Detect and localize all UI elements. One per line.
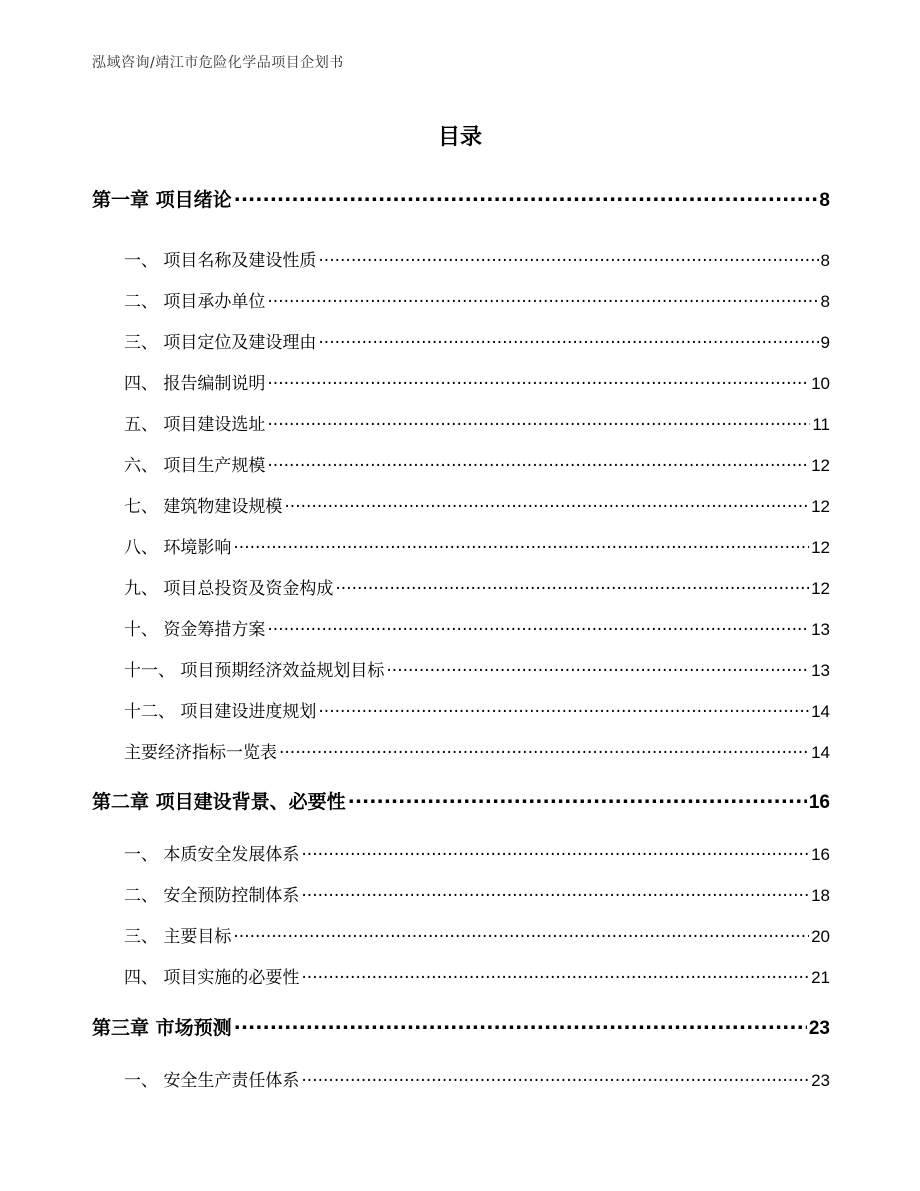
toc-entry-label: 二、 项目承办单位 xyxy=(124,292,266,312)
toc-dot-leader xyxy=(234,1015,807,1034)
toc-page-number: 11 xyxy=(812,415,830,434)
toc-dot-leader xyxy=(301,884,809,901)
toc-dot-leader xyxy=(233,925,809,942)
toc-section-entry[interactable] xyxy=(124,369,830,394)
toc-dot-leader xyxy=(318,249,818,266)
toc-entry-label: 四、 项目实施的必要性 xyxy=(124,968,300,988)
toc-section-entry[interactable] xyxy=(124,451,830,476)
toc-dot-leader xyxy=(301,966,809,983)
toc-entry-label: 十一、 项目预期经济效益规划目标 xyxy=(124,661,385,681)
toc-page-number: 23 xyxy=(808,1018,830,1039)
toc-section-entry[interactable] xyxy=(124,922,830,947)
toc-section-entry[interactable] xyxy=(124,246,830,271)
toc-section-entry[interactable] xyxy=(124,656,830,681)
toc-section-entry[interactable] xyxy=(124,410,830,435)
toc-page-number: 12 xyxy=(811,497,830,516)
toc-entry-label: 三、 主要目标 xyxy=(124,927,232,947)
toc-page-number: 10 xyxy=(811,374,830,393)
toc-dot-leader xyxy=(386,659,809,676)
toc-dot-leader xyxy=(301,1069,809,1086)
toc-entry-label: 一、 本质安全发展体系 xyxy=(124,845,300,865)
toc-page-number: 16 xyxy=(811,845,830,864)
toc-section-entry[interactable] xyxy=(124,533,830,558)
toc-page-number: 13 xyxy=(811,620,830,639)
toc-page-number: 23 xyxy=(811,1071,830,1090)
toc-section-entry[interactable] xyxy=(124,574,830,599)
toc-section-entry[interactable] xyxy=(124,328,830,353)
toc-entry-label: 八、 环境影响 xyxy=(124,538,232,558)
toc-section-entry[interactable] xyxy=(124,287,830,312)
toc-dot-leader xyxy=(335,577,809,594)
toc-entry-label: 二、 安全预防控制体系 xyxy=(124,886,300,906)
toc-section-entry[interactable] xyxy=(124,963,830,988)
toc-chapter-entry[interactable] xyxy=(92,1013,830,1040)
toc-dot-leader xyxy=(267,618,809,635)
toc-entry-label: 十二、 项目建设进度规划 xyxy=(124,702,317,722)
toc-page-number: 12 xyxy=(811,456,830,475)
toc-dot-leader xyxy=(234,187,818,206)
toc-entry-label: 三、 项目定位及建设理由 xyxy=(124,333,317,353)
toc-section-entry[interactable] xyxy=(124,697,830,722)
toc-page-number: 18 xyxy=(811,886,830,905)
toc-chapter-entry[interactable] xyxy=(92,185,830,212)
toc-page-number: 16 xyxy=(808,792,830,813)
toc-page-number: 12 xyxy=(811,538,830,557)
toc-dot-leader xyxy=(267,290,818,307)
toc-entry-label: 五、 项目建设选址 xyxy=(124,415,266,435)
toc-section-entry[interactable] xyxy=(124,1066,830,1091)
toc-section-entry[interactable] xyxy=(124,738,830,763)
toc-section-entry[interactable] xyxy=(124,492,830,517)
toc-entry-label: 一、 项目名称及建设性质 xyxy=(124,251,317,271)
toc-chapter-entry[interactable] xyxy=(92,787,830,814)
toc-entry-label: 九、 项目总投资及资金构成 xyxy=(124,579,334,599)
toc-dot-leader xyxy=(301,843,809,860)
toc-section-entry[interactable] xyxy=(124,881,830,906)
toc-page-number: 14 xyxy=(811,743,830,762)
toc-dot-leader xyxy=(267,454,809,471)
toc-dot-leader xyxy=(318,331,818,348)
toc-dot-leader xyxy=(348,789,807,808)
toc-entry-label: 七、 建筑物建设规模 xyxy=(124,497,283,517)
toc-entry-label: 第三章 市场预测 xyxy=(92,1017,232,1039)
toc-page-number: 8 xyxy=(820,292,830,311)
toc-entry-label: 十、 资金筹措方案 xyxy=(124,620,266,640)
toc-entry-label: 四、 报告编制说明 xyxy=(124,374,266,394)
toc-entry-label: 第二章 项目建设背景、必要性 xyxy=(92,791,346,813)
toc-section-entry[interactable] xyxy=(124,615,830,640)
toc-page-number: 14 xyxy=(811,702,830,721)
toc-dot-leader xyxy=(279,741,809,758)
document-header: 泓域咨询/靖江市危险化学品项目企划书 xyxy=(92,55,344,71)
toc-entry-label: 一、 安全生产责任体系 xyxy=(124,1071,300,1091)
toc-page-number: 8 xyxy=(819,190,830,211)
toc-dot-leader xyxy=(267,372,809,389)
toc-dot-leader xyxy=(233,536,809,553)
toc-page-number: 12 xyxy=(811,579,830,598)
toc-entry-label: 主要经济指标一览表 xyxy=(124,743,277,763)
toc-page-number: 13 xyxy=(811,661,830,680)
toc-dot-leader xyxy=(267,413,810,430)
toc-dot-leader xyxy=(284,495,809,512)
toc-entry-label: 六、 项目生产规模 xyxy=(124,456,266,476)
toc-section-entry[interactable] xyxy=(124,840,830,865)
toc-page-number: 20 xyxy=(811,927,830,946)
toc-page-number: 9 xyxy=(820,333,830,352)
toc-page-number: 8 xyxy=(820,251,830,270)
toc-dot-leader xyxy=(318,700,809,717)
page-title: 目录 xyxy=(437,125,482,150)
toc-page-number: 21 xyxy=(811,968,830,987)
toc-entry-label: 第一章 项目绪论 xyxy=(92,189,232,211)
